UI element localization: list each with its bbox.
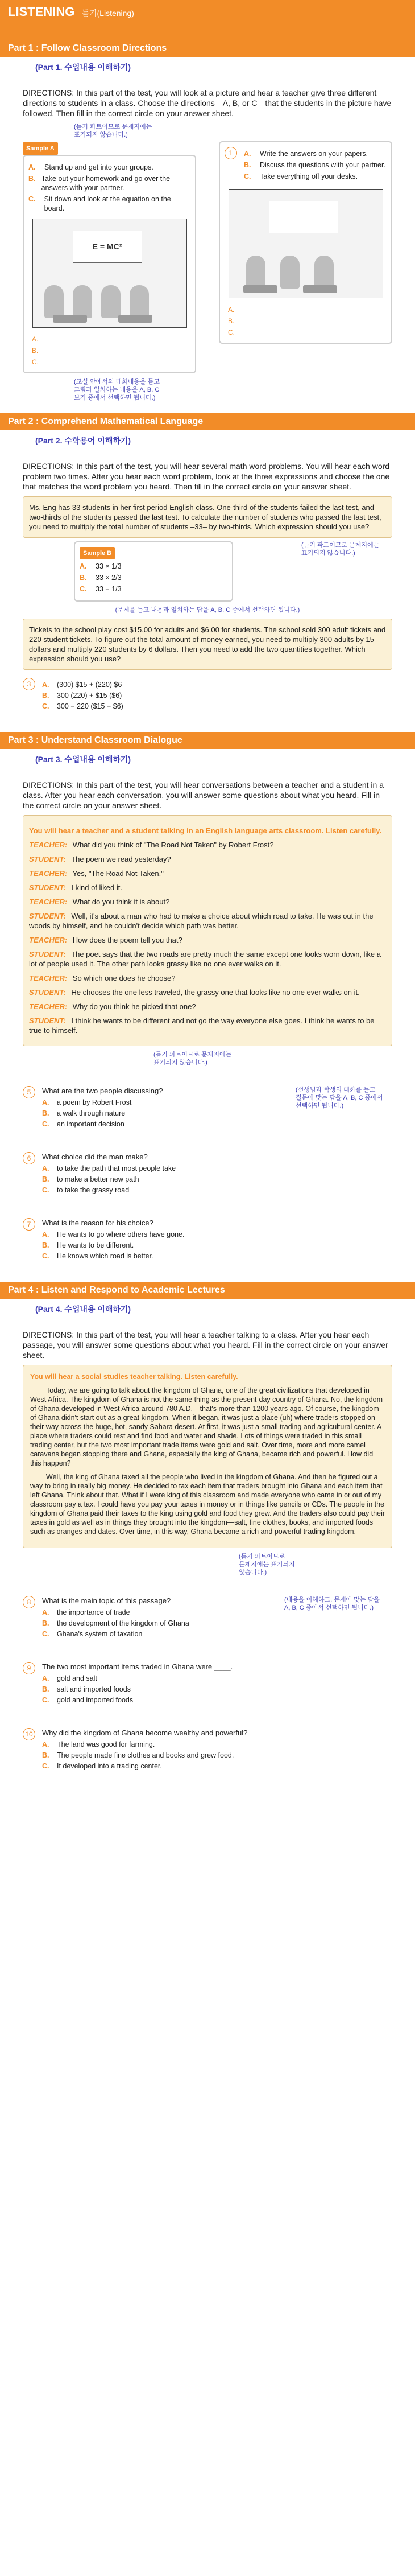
q1-number: 1: [225, 147, 237, 159]
section-bar-part4: Part 4 : Listen and Respond to Academic Lectures: [0, 1282, 415, 1299]
directions-part1: DIRECTIONS: In this part of the test, you will look at a picture and hear a teacher give three different directions to students in a class. Choose the directions—A, B, or C—that the students in the picture have followed. Then fill in the correct circle on your answer sheet.: [23, 88, 392, 118]
person-figure: [280, 256, 300, 289]
section-bar-part1: Part 1 : Follow Classroom Directions: [0, 40, 415, 57]
q8: [23, 1596, 392, 1640]
q5-number: 5: [23, 1086, 35, 1098]
q7-choice-a[interactable]: A. He wants to go where others have gone.: [42, 1231, 185, 1238]
q7: [23, 1218, 392, 1262]
listen-intro-part3: You will hear a teacher and a student talking in an English language arts classroom. Listen carefully.: [29, 826, 382, 835]
q5-choice-a[interactable]: A. a poem by Robert Frost: [42, 1098, 132, 1106]
q9-choice-c[interactable]: C. gold and imported foods: [42, 1696, 134, 1704]
q1-choice-c[interactable]: C. Take everything off your desks.: [244, 172, 358, 180]
sampleA-answer-letters: A. B. C.: [32, 335, 39, 366]
dialogue-line: TEACHER: Yes, "The Road Not Taken.": [29, 869, 164, 878]
q7-question: What is the reason for his choice?: [42, 1219, 153, 1227]
problem-1: Ms. Eng has 33 students in her first period English class. One-third of the students failed the last test, and two-thirds of the students passed the last test. To calculate the number of students who passed the last test, you need to multiply the total number of students –33– by two-thirds. Which expression should you use?: [23, 496, 392, 538]
sampleB-label: Sample B: [80, 547, 115, 559]
q9-choice-b[interactable]: B. salt and imported foods: [42, 1685, 131, 1693]
sampleB-box: [74, 541, 233, 602]
section-sub-part4: (Part 4. 수업내용 이해하기): [35, 1305, 131, 1314]
q8-number: 8: [23, 1596, 35, 1608]
person-figure: [246, 256, 265, 289]
q10-choices: [42, 1740, 247, 1771]
dialogue-line: STUDENT: I kind of liked it.: [29, 883, 122, 892]
sampleB-choices: [80, 562, 227, 594]
q5-question: What are the two people discussing?: [42, 1087, 163, 1095]
q1-box: [219, 141, 392, 344]
sampleB-choice-b[interactable]: B. 33 × 2/3: [80, 574, 122, 582]
dialogue-line: STUDENT: I think he wants to be different and not go the way everyone else goes. I think he wants to be true to himself.: [29, 1017, 375, 1035]
note-bottom: (교실 안에서의 대화내용을 듣고 그림과 일치하는 내용을 A, B, C 보기 중에서 선택하면 됩니다.): [74, 378, 160, 401]
passage-paragraph-1: Today, we are going to talk about the kingdom of Ghana, one of the great civilizations that developed in West Africa. The kingdom of Ghana is not the same thing as the present-day country of Ghana. No, the kingdom of Ghana developed in West Africa around 780 A.D.—that's more than 1200 years ago. Of course, the kingdom of Ghana didn't start out as a great kingdom. When it began, it was just a place (uh) where traders stopped on their way across the huge, hot, sandy Sahara desert. At first, it was just a small trading and agricultural center. A place where traders could rest and find food and water and shade. Lots of things were traded in this small trading center, but the two most important trade items were gold and salt. Over time, more and more camel caravans began stopping there and Ghana, especially the king of Ghana, became rich and powerful. How did this happen?: [30, 1386, 383, 1467]
sampleA-box: [23, 155, 196, 373]
dialogue-line: TEACHER: Why do you think he picked that one?: [29, 1002, 196, 1011]
dialogue-line: STUDENT: The poet says that the two roads are pretty much the same except one looks worn down, like a lot of people used it. The other path looks grassy like no one ever walks on it.: [29, 950, 381, 968]
directions-part4: DIRECTIONS: In this part of the test, you will hear a teacher talking to a class. After you hear each passage, you will answer some questions about what you heard. Fill in the correct circle on your answer sheet.: [23, 1330, 388, 1360]
person-figure: [44, 285, 64, 318]
q3-choice-c[interactable]: C. 300 − 220 ($15 + $6): [42, 702, 123, 710]
person-figure: [314, 256, 334, 289]
desk: [53, 315, 87, 323]
note-center: (문제를 듣고 내용과 일치하는 답을 A, B, C 중에서 선택하면 됩니다.): [115, 607, 300, 614]
q5-choice-c[interactable]: C. an important decision: [42, 1120, 125, 1128]
board: [269, 201, 338, 233]
q6-choice-c[interactable]: C. to take the grassy road: [42, 1186, 130, 1194]
q8-choices: [42, 1608, 279, 1639]
q1-answer-letters: A. B. C.: [228, 306, 235, 336]
person-figure: [130, 285, 149, 318]
q7-number: 7: [23, 1218, 35, 1231]
q6-choice-b[interactable]: B. to make a better new path: [42, 1175, 139, 1183]
q5: [23, 1086, 392, 1130]
q3-choices: [42, 680, 123, 711]
person-figure: [73, 285, 92, 318]
note-after-passage: (듣기 파트이므로 문제지에는 표기되지 않습니다.): [239, 1553, 295, 1576]
q8-choice-c[interactable]: C. Ghana's system of taxation: [42, 1630, 143, 1638]
q10-choice-c[interactable]: C. It developed into a trading center.: [42, 1762, 162, 1770]
q9-number: 9: [23, 1662, 35, 1674]
q8-choice-b[interactable]: B. the development of the kingdom of Ghana: [42, 1619, 189, 1627]
problem-2: Tickets to the school play cost $15.00 for adults and $6.00 for students. The school sold 300 adult tickets and 220 student tickets. To figure out the total amount of money earned, you need to multiply 300 adults by 15 dollars and multiply 220 students by 6 dollars. Then you need to add the two quantities together. Which expression should you use?: [23, 619, 392, 670]
q9-choice-a[interactable]: A. gold and salt: [42, 1674, 97, 1682]
section-sub-part3: (Part 3. 수업내용 이해하기): [35, 755, 131, 764]
part1-samples: [23, 123, 392, 402]
sampleA-label: Sample A: [23, 142, 58, 155]
dialogue-line: STUDENT: The poem we read yesterday?: [29, 855, 171, 863]
sampleA-col: [23, 123, 196, 402]
dialogue-line: STUDENT: He chooses the one less traveled, the grassy one that looks like no one ever walks on it.: [29, 988, 360, 997]
board: E = MC²: [73, 231, 142, 263]
sampleA-choices: [28, 163, 190, 213]
q7-choices: [42, 1230, 184, 1261]
dialogue-line: TEACHER: So which one does he choose?: [29, 974, 176, 982]
q1-choice-a[interactable]: A. Write the answers on your papers.: [244, 150, 368, 158]
q9: [23, 1662, 392, 1706]
directions-part2: DIRECTIONS: In this part of the test, you will hear several math word problems. You will hear each word problem two times. After you hear each word problem, look at the three expressions and choose the one that matches the word problem you heard. Then fill in the correct circle on your answer sheet.: [23, 462, 390, 491]
header: [0, 0, 415, 40]
sampleA-choice-a[interactable]: A. Stand up and get into your groups.: [28, 163, 153, 171]
sampleA-choice-c[interactable]: C. Sit down and look at the equation on the board.: [28, 195, 171, 212]
q10-number: 10: [23, 1728, 35, 1740]
q10-choice-b[interactable]: B. The people made fine clothes and books and grew food.: [42, 1751, 234, 1759]
q6-question: What choice did the man make?: [42, 1153, 148, 1161]
q7-choice-b[interactable]: B. He wants to be different.: [42, 1241, 134, 1249]
q8-note: (내용을 이해하고, 문제에 맞는 답을 A, B, C 중에서 선택하면 됩니다.): [284, 1596, 380, 1611]
q1-choice-b[interactable]: B. Discuss the questions with your partner.: [244, 161, 385, 169]
q5-choice-b[interactable]: B. a walk through nature: [42, 1109, 126, 1117]
section-sub-part1: (Part 1. 수업내용 이해하기): [35, 63, 131, 72]
q1-choices: [244, 147, 385, 183]
q10: [23, 1728, 392, 1772]
dialogue-line: TEACHER: How does the poem tell you that?: [29, 936, 182, 944]
q3: [23, 678, 392, 713]
q7-choice-c[interactable]: C. He knows which road is better.: [42, 1252, 153, 1260]
note-right: (듣기 파트이므로 문제지에는 표기되지 않습니다.): [301, 542, 380, 557]
dialogue-line: TEACHER: What do you think it is about?: [29, 898, 170, 906]
q5-note: (선생님과 학생의 대화를 듣고 질문에 맞는 답을 A, B, C 중에서 선택하면 됩니다.): [296, 1087, 383, 1109]
page-title: LISTENING 듣기(Listening): [8, 5, 134, 19]
dialogue-line: STUDENT: Well, it's about a man who had to make a choice about which road to take. He was out in the woods by himself, and he couldn't decide which path was better.: [29, 912, 374, 930]
q6-number: 6: [23, 1152, 35, 1164]
q8-choice-a[interactable]: A. the importance of trade: [42, 1608, 130, 1616]
dialogue-box: [23, 815, 392, 1046]
section-sub-part2: (Part 2. 수학용어 이해하기): [35, 436, 131, 445]
desk: [243, 285, 277, 293]
classroom-illustration-sampleA: [32, 219, 187, 328]
q10-question: Why did the kingdom of Ghana become wealthy and powerful?: [42, 1729, 248, 1737]
q6-choice-a[interactable]: A. to take the path that most people take: [42, 1164, 176, 1172]
sampleB-choice-c[interactable]: C. 33 − 1/3: [80, 585, 122, 593]
directions-part3: DIRECTIONS: In this part of the test, you will hear conversations between a teacher and a student in a class. After you hear each conversation, you will answer some questions about what you heard. Fill in the correct circle on your answer sheet.: [23, 780, 384, 810]
passage-box: [23, 1365, 392, 1548]
q6: [23, 1152, 392, 1196]
listen-intro-part4: You will hear a social studies teacher talking. Listen carefully.: [30, 1373, 238, 1381]
note-top: (듣기 파트이므로 문제지에는 표기되지 않습니다.): [74, 124, 152, 138]
q10-choice-a[interactable]: A. The land was good for farming.: [42, 1740, 155, 1748]
passage-paragraph-2: Well, the king of Ghana taxed all the people who lived in the kingdom of Ghana. And then he figured out a way to bring in really big money. He decided to tax each item that traders brought into Ghana and each item that left Ghana. Think about that. What if I were king of this classroom and made everyone who came in or out of my classroom pay a tax. I could have you pay your taxes in money or in things like pencils or CDs. The people in the kingdom of Ghana paid their taxes to the king using gold and food they grew. And the traders also could pay their taxes in gold as well as in things they brought into the kingdom—salt, fine clothes, books, and imported foods such as oranges and dates. Over time, in this way, Ghana became a rich and powerful trading kingdom.: [30, 1473, 385, 1536]
classroom-illustration-q1: [229, 189, 383, 298]
q1-col: [219, 123, 392, 402]
q8-question: What is the main topic of this passage?: [42, 1596, 171, 1605]
note-after-dialogue: (듣기 파트이므로 문제지에는 표기되지 않습니다.): [153, 1051, 232, 1066]
section-bar-part2: Part 2 : Comprehend Mathematical Language: [0, 413, 415, 430]
sampleA-choice-b[interactable]: B. Take out your homework and go over the answers with your partner.: [28, 175, 171, 192]
dialogue-line: TEACHER: What did you think of "The Road Not Taken" by Robert Frost?: [29, 841, 274, 849]
q6-choices: [42, 1164, 176, 1195]
q9-question: The two most important items traded in Ghana were ____.: [42, 1663, 233, 1671]
q9-choices: [42, 1674, 233, 1705]
q3-choice-a[interactable]: A. (300) $15 + (220) $6: [42, 681, 122, 689]
desk: [118, 315, 152, 323]
section-bar-part3: Part 3 : Understand Classroom Dialogue: [0, 732, 415, 749]
person-figure: [101, 285, 121, 318]
q3-choice-b[interactable]: B. 300 (220) + $15 ($6): [42, 692, 122, 699]
sampleB-choice-a[interactable]: A. 33 × 1/3: [80, 562, 122, 570]
desk: [303, 285, 337, 293]
q3-number: 3: [23, 678, 35, 690]
q5-choices: [42, 1098, 290, 1129]
